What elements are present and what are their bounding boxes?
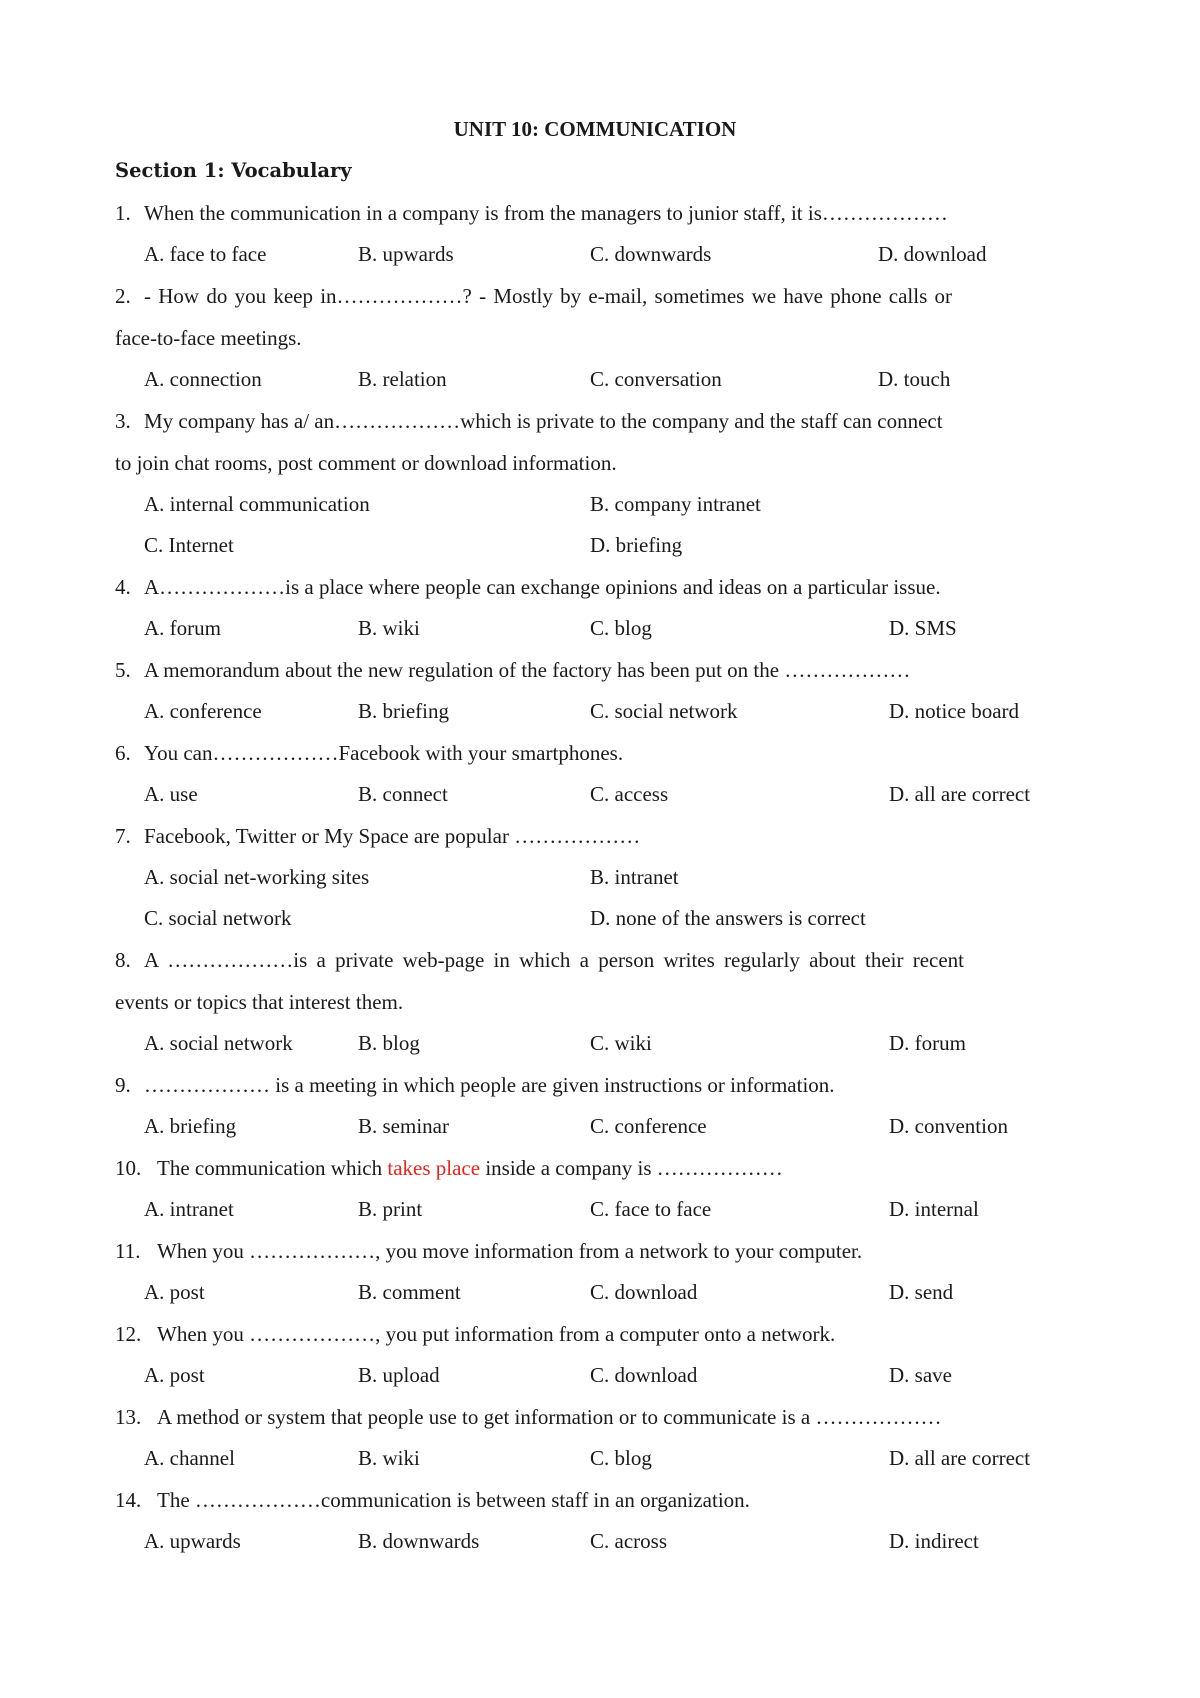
option-b: B. upwards [358, 242, 454, 266]
question-text: You can………………Facebook with your smartphones. [144, 741, 624, 765]
options-4 [115, 608, 1095, 649]
option-c: C. social network [590, 699, 738, 723]
option-b: B. wiki [358, 1446, 420, 1470]
options-11 [115, 1272, 1095, 1313]
option-d: D. forum [889, 1031, 966, 1055]
option-c: C. conference [590, 1114, 707, 1138]
option-c: C. face to face [590, 1197, 712, 1221]
question-text-line1: - How do you keep in………………? - Mostly by e-mail, sometimes we have phone calls or [144, 284, 953, 308]
option-b: B. company intranet [590, 492, 761, 516]
question-3: 3. My company has a/ an………………which is private to the company and the staff can connect [115, 409, 943, 433]
question-1: 1. When the communication in a company is from the managers to junior staff, it is……………… [115, 201, 948, 225]
question-text: When you ………………, you put information from a computer onto a network. [157, 1322, 836, 1346]
option-a: A. face to face [144, 242, 267, 266]
options-8 [115, 1023, 1095, 1064]
option-c: C. across [590, 1529, 667, 1553]
question-13: 13. A method or system that people use to get information or to communicate is a ……………… [115, 1405, 942, 1429]
worksheet [115, 108, 1095, 1562]
option-b: B. wiki [358, 616, 420, 640]
question-12: 12. When you ………………, you put information from a computer onto a network. [115, 1322, 836, 1346]
question-5: 5. A memorandum about the new regulation of the factory has been put on the ……………… [115, 658, 911, 682]
question-11: 11. When you ………………, you move information from a network to your computer. [115, 1239, 863, 1263]
question-text-line1: A ………………is a private web-page in which a person writes regularly about their recent [144, 948, 965, 972]
options-5 [115, 691, 1095, 732]
option-c: C. social network [144, 906, 292, 930]
question-10: 10. The communication which takes place inside a company is ……………… [115, 1156, 783, 1180]
question-9: 9. ……………… is a meeting in which people are given instructions or information. [115, 1073, 835, 1097]
options-1 [115, 234, 1095, 275]
options-13 [115, 1438, 1095, 1479]
option-d: D. SMS [889, 616, 957, 640]
option-b: B. comment [358, 1280, 461, 1304]
option-a: A. use [144, 782, 198, 806]
option-d: D. touch [878, 367, 951, 391]
question-4: 4. A………………is a place where people can exchange opinions and ideas on a particular issue. [115, 575, 941, 599]
options-7-row2 [115, 898, 1095, 939]
option-a: A. channel [144, 1446, 235, 1470]
option-c: C. conversation [590, 367, 722, 391]
option-a: A. post [144, 1363, 205, 1387]
option-b: B. connect [358, 782, 448, 806]
option-a: A. connection [144, 367, 262, 391]
option-d: D. internal [889, 1197, 979, 1221]
options-14 [115, 1521, 1095, 1562]
option-b: B. relation [358, 367, 447, 391]
question-text: When the communication in a company is from the managers to junior staff, it is……………… [144, 201, 948, 225]
option-d: D. send [889, 1280, 954, 1304]
option-c: C. downwards [590, 242, 712, 266]
highlighted-phrase: takes place [387, 1156, 481, 1180]
option-d: D. save [889, 1363, 952, 1387]
option-b: B. briefing [358, 699, 449, 723]
option-a: A. social net-working sites [144, 865, 370, 889]
options-3-row1 [115, 484, 1095, 525]
question-text: When you ………………, you move information from a network to your computer. [157, 1239, 863, 1263]
options-10 [115, 1189, 1095, 1230]
option-b: B. seminar [358, 1114, 449, 1138]
option-d: D. convention [889, 1114, 1008, 1138]
option-c: C. Internet [144, 533, 234, 557]
option-d: D. notice board [889, 699, 1020, 723]
option-c: C. download [590, 1280, 698, 1304]
option-b: B. upload [358, 1363, 440, 1387]
option-c: C. wiki [590, 1031, 652, 1055]
question-text-line2: to join chat rooms, post comment or download information. [115, 451, 617, 475]
question-8: 8. A ………………is a private web-page in which a person writes regularly about their recent [115, 939, 1095, 981]
question-text: Facebook, Twitter or My Space are popular ……………… [144, 824, 641, 848]
question-text: The ………………communication is between staff in an organization. [157, 1488, 750, 1512]
option-b: B. print [358, 1197, 423, 1221]
option-d: D. download [878, 242, 987, 266]
option-a: A. forum [144, 616, 221, 640]
options-12 [115, 1355, 1095, 1396]
option-d: D. indirect [889, 1529, 979, 1553]
option-c: C. blog [590, 1446, 652, 1470]
option-c: C. access [590, 782, 669, 806]
option-b: B. intranet [590, 865, 679, 889]
option-d: D. briefing [590, 533, 683, 557]
question-text-line1: My company has a/ an………………which is private to the company and the staff can connect [144, 409, 943, 433]
option-a: A. upwards [144, 1529, 241, 1553]
question-text: A method or system that people use to get information or to communicate is a ……………… [157, 1405, 942, 1429]
option-d: D. none of the answers is correct [590, 906, 866, 930]
question-text-line2: events or topics that interest them. [115, 990, 404, 1014]
question-6: 6. You can………………Facebook with your smartphones. [115, 741, 624, 765]
option-a: A. post [144, 1280, 205, 1304]
question-text: A memorandum about the new regulation of the factory has been put on the ……………… [144, 658, 911, 682]
option-d: D. all are correct [889, 1446, 1031, 1470]
options-6 [115, 774, 1095, 815]
options-7-row1 [115, 857, 1095, 898]
question-14: 14. The ………………communication is between staff in an organization. [115, 1488, 750, 1512]
option-b: B. downwards [358, 1529, 480, 1553]
options-3-row2 [115, 525, 1095, 566]
options-2 [115, 359, 1095, 400]
page-title: UNIT 10: COMMUNICATION [453, 117, 737, 141]
question-7: 7. Facebook, Twitter or My Space are popular ……………… [115, 824, 641, 848]
option-d: D. all are correct [889, 782, 1031, 806]
option-a: A. conference [144, 699, 262, 723]
question-text-line2: face-to-face meetings. [115, 326, 302, 350]
option-a: A. internal communication [144, 492, 370, 516]
option-b: B. blog [358, 1031, 420, 1055]
options-9 [115, 1106, 1095, 1147]
question-text-end: inside a company is ……………… [480, 1156, 783, 1180]
option-c: C. download [590, 1363, 698, 1387]
question-text: ……………… is a meeting in which people are given instructions or information. [144, 1073, 835, 1097]
question-2: 2. - How do you keep in………………? - Mostly by e-mail, sometimes we have phone calls or [115, 275, 1095, 317]
option-c: C. blog [590, 616, 652, 640]
option-a: A. social network [144, 1031, 293, 1055]
question-text-start: The communication which [157, 1156, 388, 1180]
option-a: A. briefing [144, 1114, 237, 1138]
section-heading: Section 1: Vocabulary [115, 159, 352, 182]
question-text: A………………is a place where people can exchange opinions and ideas on a particular issue. [144, 575, 941, 599]
option-a: A. intranet [144, 1197, 234, 1221]
